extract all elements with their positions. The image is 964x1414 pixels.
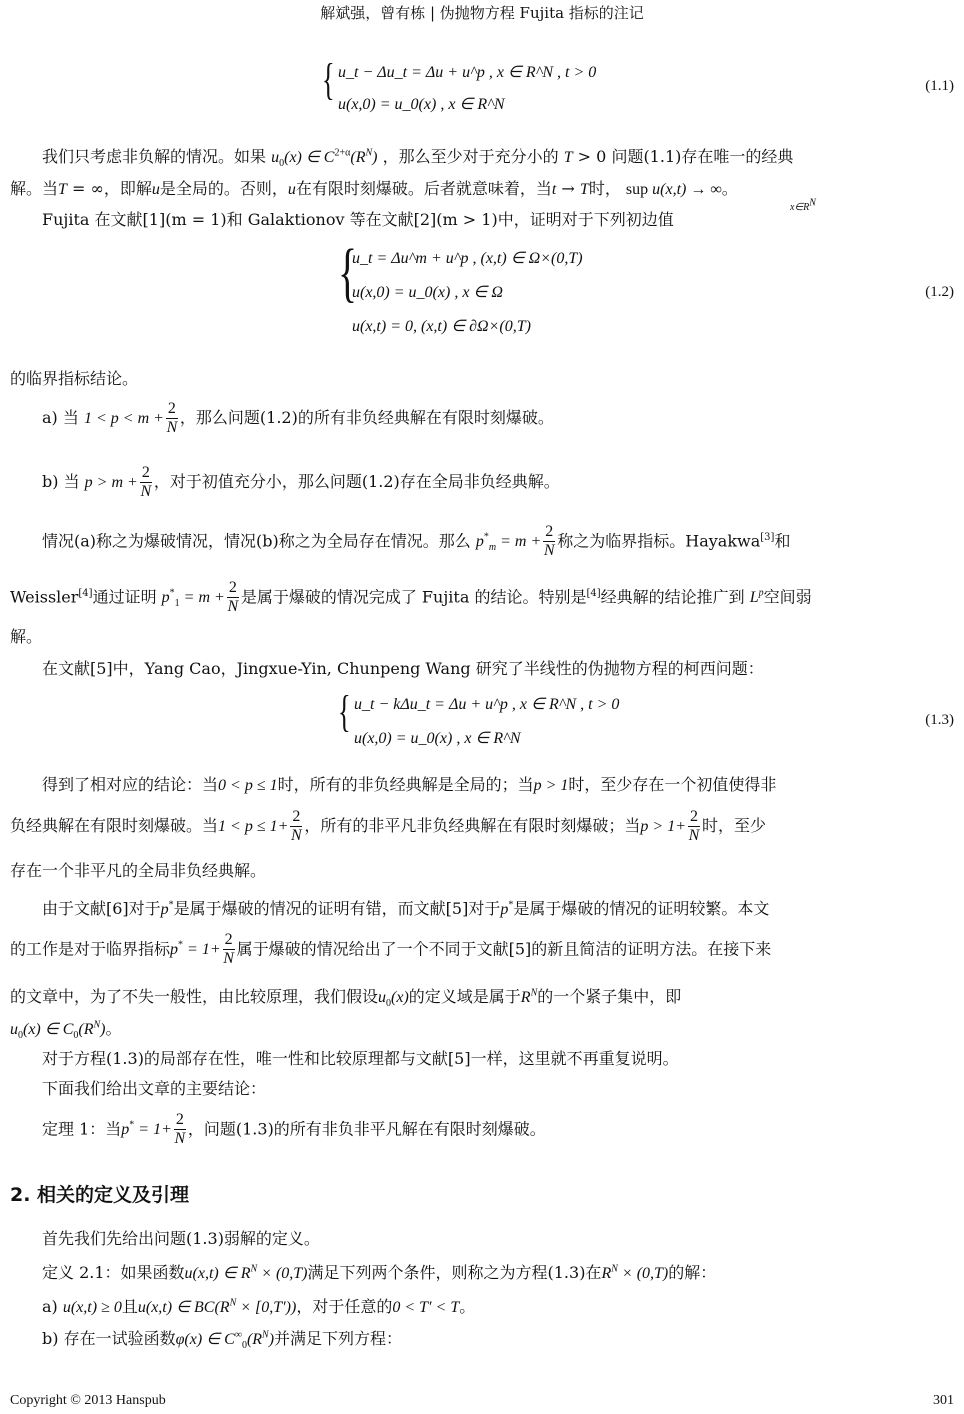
paragraph-fujita: Fujita 在文献[1](m = 1)和 Galaktionov 等在文献[2](m > 1)中，证明对于下列初边值 — [42, 210, 674, 229]
paragraph-results-line2: 负经典解在有限时刻爆破。当1 < p ≤ 1+ $\frac{2}{N}$ ，所有的非平凡非负经典解在有限时刻爆破；当p > 1+ $\frac{2}{N}$ 时，至少 — [10, 808, 767, 844]
section-2-heading: 2. 相关的定义及引理 — [10, 1184, 190, 1206]
eq13-line2: u(x,0) = u_0(x) , x ∈ R^N — [354, 730, 521, 747]
paragraph-weak: 解。 — [10, 627, 43, 646]
paragraph-results-line3: 存在一个非平凡的全局非负经典解。 — [10, 861, 267, 880]
footer-copyright: Copyright © 2013 Hanspub — [10, 1393, 166, 1408]
running-header: 解斌强，曾有栋 | 伪抛物方程 Fujita 指标的注记 — [320, 4, 644, 22]
eq12-number: (1.2) — [925, 284, 954, 300]
definition-condition-b: b) 存在一试验函数φ(x) ∈ $C^\infty_0(R^N)$并满足下列方程： — [42, 1329, 403, 1352]
eq12-line3: u(x,t) = 0, (x,t) ∈ ∂Ω×(0,T) — [352, 318, 531, 335]
paragraph-1-line1: 我们只考虑非负解的情况。如果 $u_0(x)$ ∈ $C^{2+\alpha}(R^N)$ ，那么至少对于充分小的 T > 0 问题(1.1)存在唯一的经典 — [42, 147, 794, 170]
paragraph-1-line2: 解。当T = ∞，即解u是全局的。否则，u在有限时刻爆破。后者就意味着，当t → T时， sup u(x,t) → ∞。 — [10, 179, 738, 198]
paragraph-cases: 情况(a)称之为爆破情况，情况(b)称之为全局存在情况。那么 $p^*_m = m$ + $\frac{2}{N}$ 称之为临界指标。Hayakwa[3]和 — [42, 523, 791, 560]
paragraph-ref5: 在文献[5]中，Yang Cao，Jingxue-Yin, Chunpeng Wang 研究了半线性的伪抛物方程的柯西问题： — [42, 659, 764, 678]
definition-2-1: 定义 2.1：如果函数u(x,t) ∈ $R^N \times (0,T)$满足下列两个条件，则称之为方程(1.3)在$R^N \times (0,T)$的解： — [42, 1263, 717, 1282]
sup-subscript: $x\in R^N$ — [790, 198, 816, 214]
brace-eq12: { — [338, 236, 358, 309]
paragraph-results-line1: 得到了相对应的结论：当0 < p ≤ 1时，所有的非负经典解是全局的；当p > 1时，至少存在一个初值使得非 — [42, 775, 777, 794]
paragraph-motivation-line1: 由于文献[6]对于p*是属于爆破的情况的证明有错，而文献[5]对于p*是属于爆破的情况的证明较繁。本文 — [42, 899, 770, 918]
footer-page-number: 301 — [933, 1393, 954, 1408]
paragraph-main-results: 下面我们给出文章的主要结论： — [42, 1079, 267, 1098]
definition-condition-a: a) u(x,t) ≥ 0且u(x,t) ∈ $BC(R^N \times [0,T'))$，对于任意的0 < T′ < T。 — [42, 1297, 476, 1316]
paragraph-motivation-line3: 的文章中，为了不失一般性，由比较原理，我们假设$u_0(x)$的定义域是属于$R^N$的一个紧子集中，即 — [10, 987, 682, 1010]
brace-eq13: { — [338, 687, 351, 736]
theorem-1: 定理 1：当p* = 1+ $\frac{2}{N}$ ，问题(1.3)的所有非负非平凡解在有限时刻爆破。 — [42, 1111, 546, 1148]
paragraph-weissler: Weissler[4]通过证明 $p^*_1 = m$ + $\frac{2}{N}$ 是属于爆破的情况完成了 Fujita 的结论。特别是[4]经典解的结论推广到 $L^p$空间弱 — [10, 579, 812, 616]
paragraph-weak-definition-intro: 首先我们先给出问题(1.3)弱解的定义。 — [42, 1229, 320, 1248]
case-a: a) 当 1 < p < m + $\frac{2}{N}$ ，那么问题(1.2)的所有非负经典解在有限时刻爆破。 — [42, 400, 554, 436]
eq11-line2: u(x,0) = u_0(x) , x ∈ R^N — [338, 96, 505, 113]
case-b: b) 当 p > m + $\frac{2}{N}$ ，对于初值充分小，那么问题(1.2)存在全局非负经典解。 — [42, 464, 560, 500]
eq13-number: (1.3) — [925, 712, 954, 728]
paragraph-motivation-line4: $u_0(x)$ ∈ $C_0(R^N)$。 — [10, 1019, 122, 1042]
paragraph-critical: 的临界指标结论。 — [10, 369, 139, 388]
eq12-line1: u_t = Δu^m + u^p , (x,t) ∈ Ω×(0,T) — [352, 250, 583, 267]
brace-eq11: { — [322, 55, 335, 104]
eq12-line2: u(x,0) = u_0(x) , x ∈ Ω — [352, 284, 503, 301]
paragraph-local-existence: 对于方程(1.3)的局部存在性，唯一性和比较原理都与文献[5]一样，这里就不再重复说明。 — [42, 1049, 679, 1068]
eq11-number: (1.1) — [925, 78, 954, 94]
eq13-line1: u_t − kΔu_t = Δu + u^p , x ∈ R^N , t > 0 — [354, 696, 620, 713]
eq11-line1: u_t − Δu_t = Δu + u^p , x ∈ R^N , t > 0 — [338, 64, 597, 81]
paragraph-motivation-line2: 的工作是对于临界指标p* = 1+ $\frac{2}{N}$ 属于爆破的情况给出了一个不同于文献[5]的新且简洁的证明方法。在接下来 — [10, 931, 772, 968]
